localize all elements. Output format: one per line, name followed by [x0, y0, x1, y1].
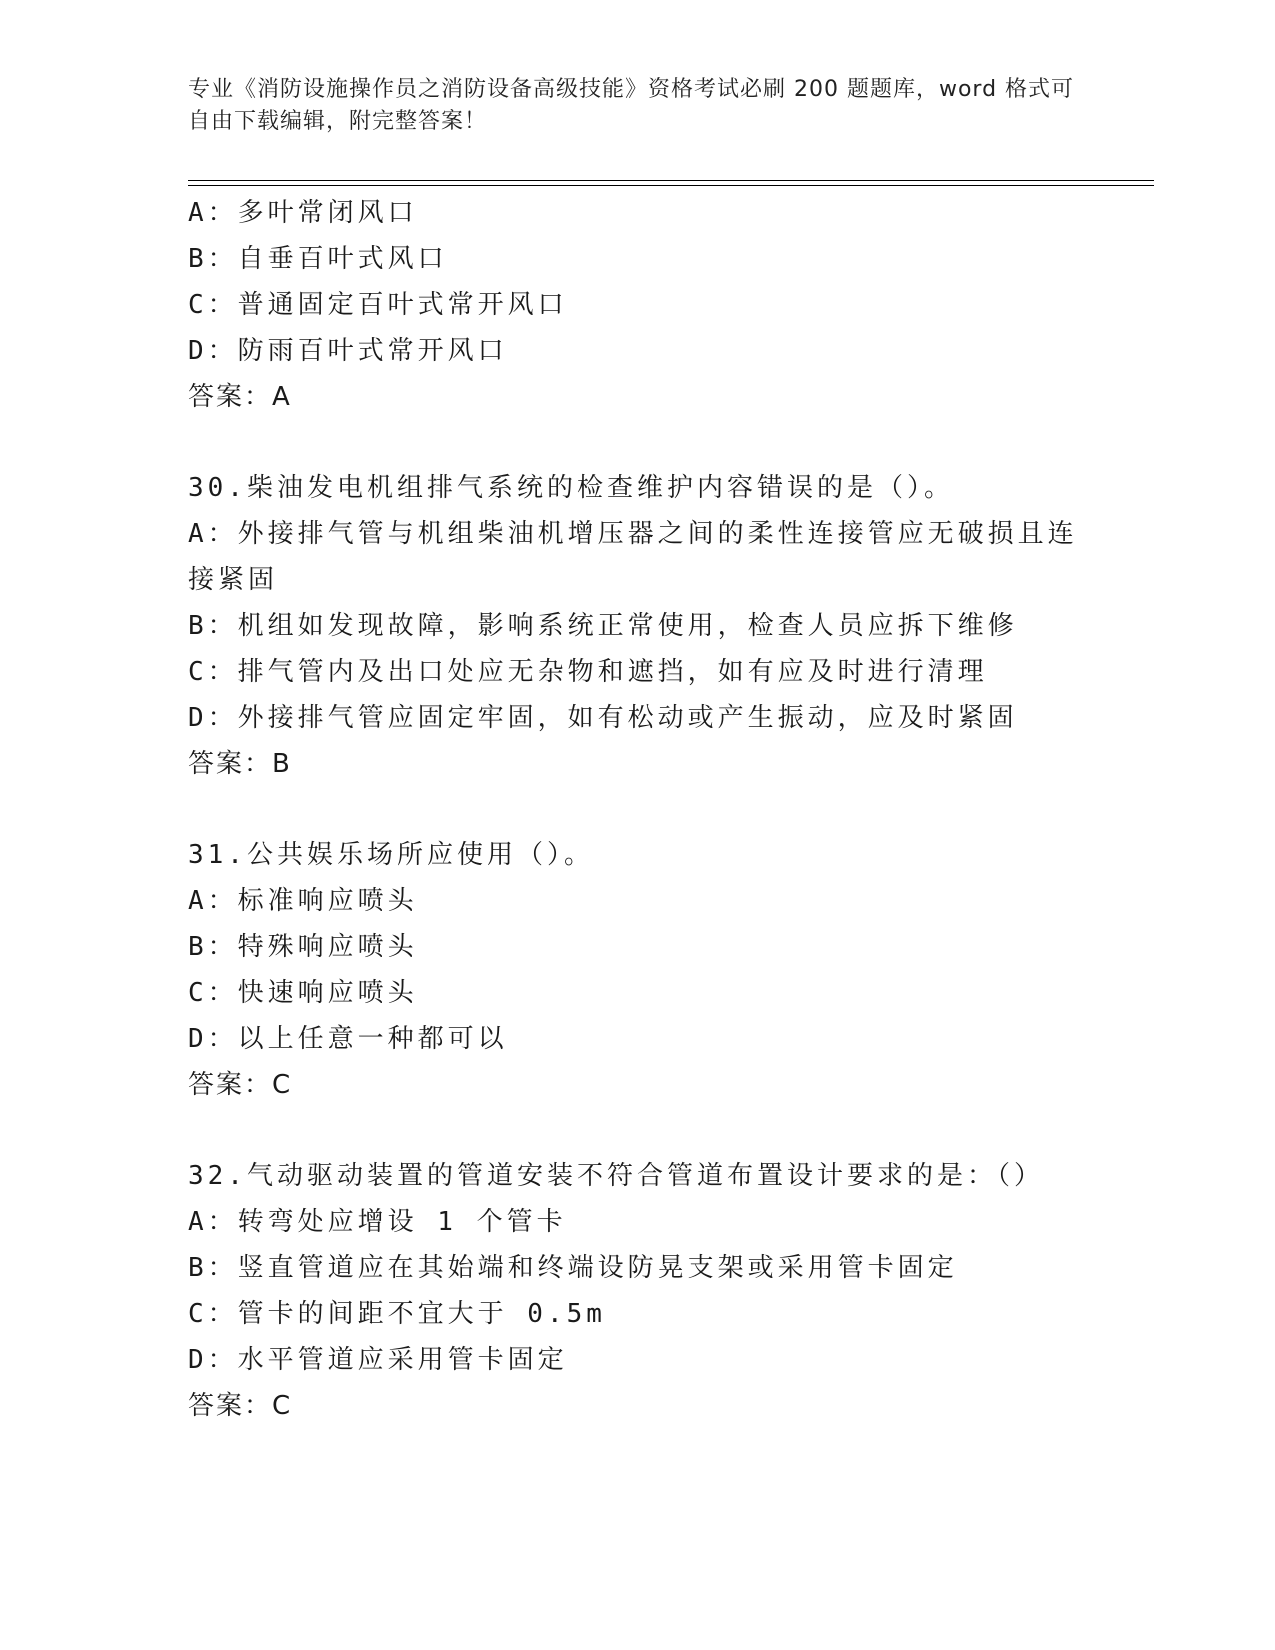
document-header: 专业《消防设施操作员之消防设备高级技能》资格考试必刷 200 题题库，word 格式可自由下载编辑，附完整答案！ — [188, 77, 1075, 134]
question-list — [188, 190, 1088, 1429]
option-a: A：标准响应喷头 — [188, 886, 418, 916]
option-c: C：管卡的间距不宜大于 0.5m — [188, 1299, 606, 1329]
option-c: C：普通固定百叶式常开风口 — [188, 290, 568, 320]
header-rule-bottom — [188, 185, 1154, 186]
answer-text: 答案：C — [188, 1070, 293, 1100]
header-rule-top — [188, 180, 1154, 181]
question-stem: 30.柴油发电机组排气系统的检查维护内容错误的是（）。 — [188, 473, 954, 503]
option-d: D：防雨百叶式常开风口 — [188, 336, 508, 366]
option-a: A：多叶常闭风口 — [188, 198, 418, 228]
question-block-29-tail — [188, 190, 1088, 420]
option-d: D：外接排气管应固定牢固，如有松动或产生振动，应及时紧固 — [188, 703, 1018, 733]
answer-text: 答案：C — [188, 1391, 293, 1421]
option-b: B：自垂百叶式风口 — [188, 244, 448, 274]
answer-text: 答案：B — [188, 749, 292, 779]
question-stem: 31.公共娱乐场所应使用（）。 — [188, 840, 594, 870]
option-d: D：水平管道应采用管卡固定 — [188, 1345, 568, 1375]
question-block-32 — [188, 1153, 1088, 1429]
option-c: C：排气管内及出口处应无杂物和遮挡，如有应及时进行清理 — [188, 657, 988, 687]
option-a: A：外接排气管与机组柴油机增压器之间的柔性连接管应无破损且连接紧固 — [188, 519, 1078, 595]
option-b: B：特殊响应喷头 — [188, 932, 418, 962]
option-b: B：竖直管道应在其始端和终端设防晃支架或采用管卡固定 — [188, 1253, 958, 1283]
answer-text: 答案：A — [188, 382, 292, 412]
question-stem: 32.气动驱动装置的管道安装不符合管道布置设计要求的是：（） — [188, 1161, 1044, 1191]
question-block-30 — [188, 465, 1088, 787]
option-a: A：转弯处应增设 1 个管卡 — [188, 1207, 567, 1237]
question-block-31 — [188, 832, 1088, 1108]
option-c: C：快速响应喷头 — [188, 978, 418, 1008]
option-b: B：机组如发现故障，影响系统正常使用，检查人员应拆下维修 — [188, 611, 1018, 641]
option-d: D：以上任意一种都可以 — [188, 1024, 508, 1054]
